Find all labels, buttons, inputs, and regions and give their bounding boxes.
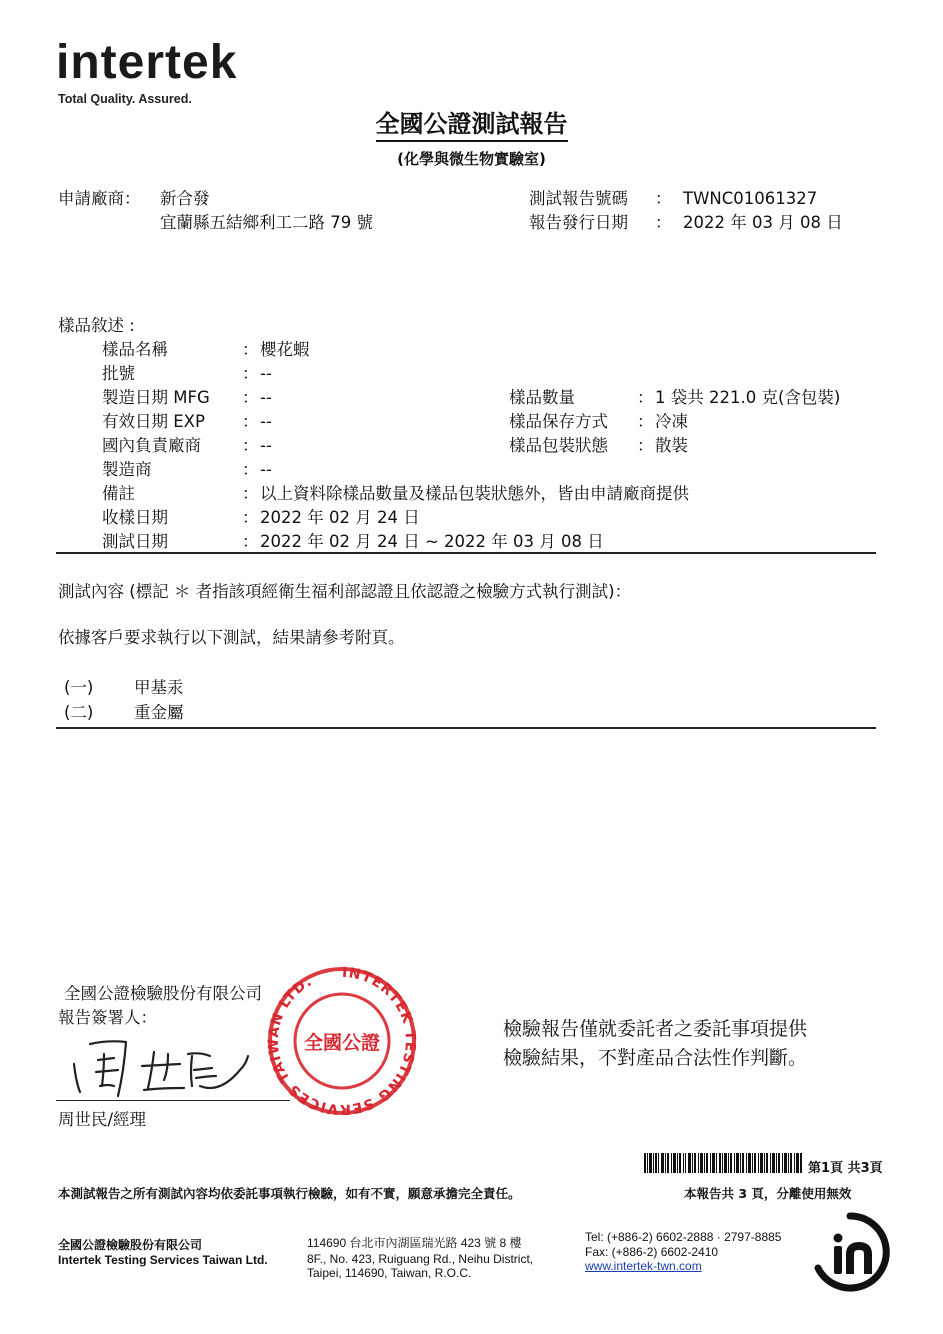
intertek-in-logo <box>808 1210 892 1294</box>
sample-row-label: 樣品名稱 <box>102 340 168 359</box>
sample-right-value: 冷凍 <box>655 412 688 431</box>
colon: ： <box>637 436 654 455</box>
footer-fax: Fax: (+886-2) 6602-2410 <box>585 1245 719 1259</box>
stamp-ring-text: INTERTEK TESTING SERVICES TAIWAN LTD. <box>265 965 419 1115</box>
signature-line <box>56 1100 290 1101</box>
colon: ： <box>242 484 259 503</box>
colon: ： <box>637 388 654 407</box>
sample-right-value: 散裝 <box>655 436 688 455</box>
sample-row-label: 製造日期 MFG <box>102 388 210 407</box>
disclaimer-line: 檢驗結果，不對產品合法性作判斷。 <box>503 1047 808 1069</box>
footer-website-link[interactable]: www.intertek-twn.com <box>585 1259 702 1273</box>
colon: ： <box>242 532 259 551</box>
brand-tagline: Total Quality. Assured. <box>58 92 192 106</box>
sample-row-value: -- <box>260 436 272 455</box>
footer-company-zh: 全國公證檢驗股份有限公司 <box>58 1238 203 1252</box>
signing-company: 全國公證檢驗股份有限公司 <box>64 984 262 1003</box>
footer-tel: Tel: (+886-2) 6602-2888 · 2797-8885 <box>585 1230 782 1244</box>
sample-row-value: 2022 年 02 月 24 日 ~ 2022 年 03 月 08 日 <box>260 532 604 551</box>
colon: ： <box>655 213 672 232</box>
barcode-icon <box>644 1153 802 1173</box>
sample-row-value: 以上資料除樣品數量及樣品包裝狀態外，皆由申請廠商提供 <box>260 484 689 503</box>
colon: ： <box>655 189 672 208</box>
sample-row-label: 有效日期 EXP <box>102 412 205 431</box>
statement-left: 本測試報告之所有測試內容均依委託事項執行檢驗，如有不實，願意承擔完全責任。 <box>58 1186 521 1201</box>
footer-address: 114690 台北市內湖區瑞光路 423 號 8 樓 <box>307 1236 522 1250</box>
stamp-center-text: 全國公證 <box>303 1032 381 1054</box>
divider <box>56 727 876 729</box>
test-item-name: 甲基汞 <box>134 678 184 697</box>
sample-row-label: 測試日期 <box>102 532 168 551</box>
sample-row-label: 製造商 <box>102 460 152 479</box>
applicant-label: 申請廠商： <box>58 189 141 208</box>
colon: ： <box>242 340 259 359</box>
tests-intro: 測試內容 (標記 ＊ 者指該項經衛生福利部認證且依認證之檢驗方式執行測試)： <box>58 582 632 601</box>
sample-right-label: 樣品數量 <box>509 388 575 407</box>
sample-row-value: 櫻花蝦 <box>260 340 310 359</box>
sample-row-label: 收樣日期 <box>102 508 168 527</box>
report-date: 2022 年 03 月 08 日 <box>683 213 843 232</box>
sample-right-label: 樣品保存方式 <box>509 412 608 431</box>
sample-row-value: -- <box>260 364 272 383</box>
test-item-number: (一) <box>64 678 94 697</box>
applicant-name: 新合發 <box>160 189 210 208</box>
footer-address: 8F., No. 423, Ruiguang Rd., Neihu District, <box>307 1252 534 1266</box>
intertek-logo: intertek <box>56 36 238 89</box>
signer-name: 周世民/經理 <box>58 1110 147 1129</box>
sample-row-label: 國內負責廠商 <box>102 436 201 455</box>
handwritten-signature <box>60 1030 260 1098</box>
sample-right-label: 樣品包裝狀態 <box>509 436 608 455</box>
sample-row-value: -- <box>260 412 272 431</box>
report-number: TWNC01061327 <box>683 189 818 208</box>
colon: ： <box>242 508 259 527</box>
colon: ： <box>637 412 654 431</box>
test-item-number: (二) <box>64 703 94 722</box>
sample-heading: 樣品敘述 : <box>58 316 135 335</box>
test-item-name: 重金屬 <box>134 703 184 722</box>
footer-address: Taipei, 114690, Taiwan, R.O.C. <box>307 1266 472 1280</box>
page-info: 第1頁 共3頁 <box>808 1161 883 1176</box>
colon: ： <box>242 412 259 431</box>
applicant-address: 宜蘭縣五結鄉利工二路 79 號 <box>160 213 373 232</box>
sample-row-value: -- <box>260 388 272 407</box>
report-number-label: 測試報告號碼 <box>529 189 628 208</box>
colon: ： <box>242 364 259 383</box>
tests-note: 依據客戶要求執行以下測試，結果請參考附頁。 <box>58 628 405 647</box>
sample-right-value: 1 袋共 221.0 克(含包裝) <box>655 388 841 407</box>
sample-row-label: 備註 <box>102 484 135 503</box>
report-title: 全國公證測試報告 <box>0 104 943 139</box>
colon: ： <box>242 436 259 455</box>
disclaimer-line: 檢驗報告僅就委託者之委託事項提供 <box>503 1018 808 1040</box>
report-date-label: 報告發行日期 <box>529 213 628 232</box>
sample-row-value: 2022 年 02 月 24 日 <box>260 508 420 527</box>
statement-right: 本報告共 3 頁，分離使用無效 <box>684 1186 852 1201</box>
official-stamp <box>262 965 422 1115</box>
signer-label: 報告簽署人： <box>58 1008 157 1027</box>
sample-row-value: -- <box>260 460 272 479</box>
sample-row-label: 批號 <box>102 364 135 383</box>
colon: ： <box>242 388 259 407</box>
divider <box>56 552 876 554</box>
footer-company-en: Intertek Testing Services Taiwan Ltd. <box>58 1253 268 1267</box>
report-subtitle: (化學與微生物實驗室) <box>397 150 546 168</box>
colon: ： <box>242 460 259 479</box>
